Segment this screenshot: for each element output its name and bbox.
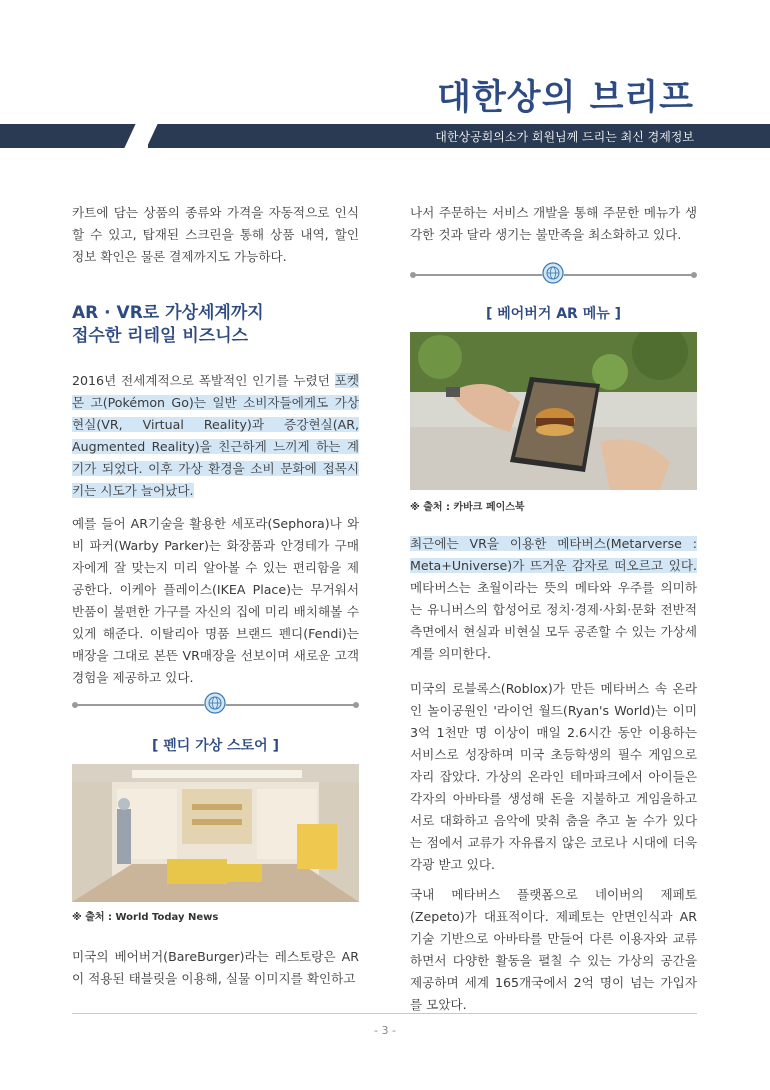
bareburger-paragraph: 미국의 베어버거(BareBurger)라는 레스토랑은 AR이 적용된 태블릿을 이용해, 실물 이미지를 확인하고 <box>72 949 359 986</box>
footer-divider <box>72 1013 697 1014</box>
bareburger-ar-image <box>410 332 697 490</box>
intro-paragraph: 카트에 담는 상품의 종류와 가격을 자동적으로 인식할 수 있고, 탑재된 스크린을 통해 상품 내역, 할인 정보 확인은 물론 결제까지도 가능하다. <box>72 205 359 264</box>
pokemon-paragraph-text: 2016년 전세계적으로 폭발적인 인기를 누렸던 <box>72 373 335 388</box>
globe-icon <box>542 262 564 284</box>
section-heading-line-1: AR · VR로 가상세계까지 <box>72 303 264 323</box>
fendi-store-image <box>72 764 359 902</box>
highlight-text: 포켓몬 고(Pokémon Go)는 일반 소비자들에게도 가상현실(VR, Virtual Reality)과 증강현실(AR, Augmented Reality)을 친근하게 느끼게 하는 계기가 되었다. 이후 가상 환경을 소비 문화에 접목시키는 시도가 늘어났다. <box>72 373 359 498</box>
section-heading <box>72 302 359 348</box>
section-heading-line-2: 접수한 리테일 비즈니스 <box>72 326 249 346</box>
left-column <box>72 202 359 268</box>
ar-examples-paragraph: 예를 들어 AR기술을 활용한 세포라(Sephora)나 와비 파커(Warby Parker)는 화장품과 안경테가 구매자에게 잘 맞는지 미리 알아볼 수 있는 편리함을 제공한다. 이케아 플레이스(IKEA Place)는 무거워서 반품이 불편한 가구를 자신의 집에 미리 배치해볼 수 있게 해준다. 이탈리아 명품 브랜드 펜디(Fendi)는 매장을 그대로 본뜬 VR매장을 선보이며 새로운 고객 경험을 제공하고 있다. <box>72 516 359 685</box>
zepeto-paragraph: 국내 메타버스 플랫폼으로 네이버의 제페토(Zepeto)가 대표적이다. 제페토는 안면인식과 AR 기술 기반으로 아바타를 만들어 다른 이용자와 교류하면서 다양한 활동을 펼칠 수 있는 가상의 공간을 제공하며 세계 165개국에서 2억 명이 넘는 가입자를 모았다. <box>410 887 697 1012</box>
figure-title-fendi: [ 펜디 가상 스토어 ] <box>152 738 279 754</box>
pokemon-paragraph <box>72 370 359 502</box>
header-banner <box>0 124 770 148</box>
metaverse-paragraph <box>410 533 697 665</box>
metaverse-paragraph-text: 메타버스는 초월이라는 뜻의 메타와 우주를 의미하는 유니버스의 합성어로 정치·경제·사회·문화 전반적 측면에서 현실과 비현실 모두 공존할 수 있는 가상세계를 의미한다. <box>410 580 697 661</box>
bareburger-continued-paragraph: 나서 주문하는 서비스 개발을 통해 주문한 메뉴가 생각한 것과 달라 생기는 불만족을 최소화하고 있다. <box>410 205 697 242</box>
page-number: - 3 - <box>374 1024 396 1037</box>
globe-icon <box>204 692 226 714</box>
page-title: 대한상의 브리프 <box>437 78 694 118</box>
section-divider <box>410 265 697 285</box>
figure-source-bareburger: ※ 출처 : 카바크 페이스북 <box>410 502 525 513</box>
highlight-text: 최근에는 VR을 이용한 메타버스(Metarverse : Meta+Universe)가 뜨거운 감자로 떠오르고 있다. <box>410 536 697 573</box>
figure-source-fendi: ※ 출처 : World Today News <box>72 912 219 923</box>
header-subtitle: 대한상공회의소가 회원님께 드리는 최신 경제정보 <box>435 130 694 144</box>
figure-title-bareburger: [ 베어버거 AR 메뉴 ] <box>485 306 622 322</box>
section-divider <box>72 695 359 715</box>
roblox-paragraph: 미국의 로블록스(Roblox)가 만든 메타버스 속 온라인 놀이공원인 '라이언 월드(Ryan's World)는 이미 3억 1천만 명 이상이 매일 2.6시간 동안 이용하는 서비스로 성장하며 미국 초등학생의 필수 게임으로 자리 잡았다. 가상의 온라인 테마파크에서 아이들은 각자의 아바타를 생성해 돈을 지불하고 게임을하고 서로 대화하고 음악에 맞춰 춤을 추고 놀 수가 있다는 점에서 교류가 자유롭지 않은 코로나 시대에 더욱 각광 받고 있다. <box>410 681 697 872</box>
